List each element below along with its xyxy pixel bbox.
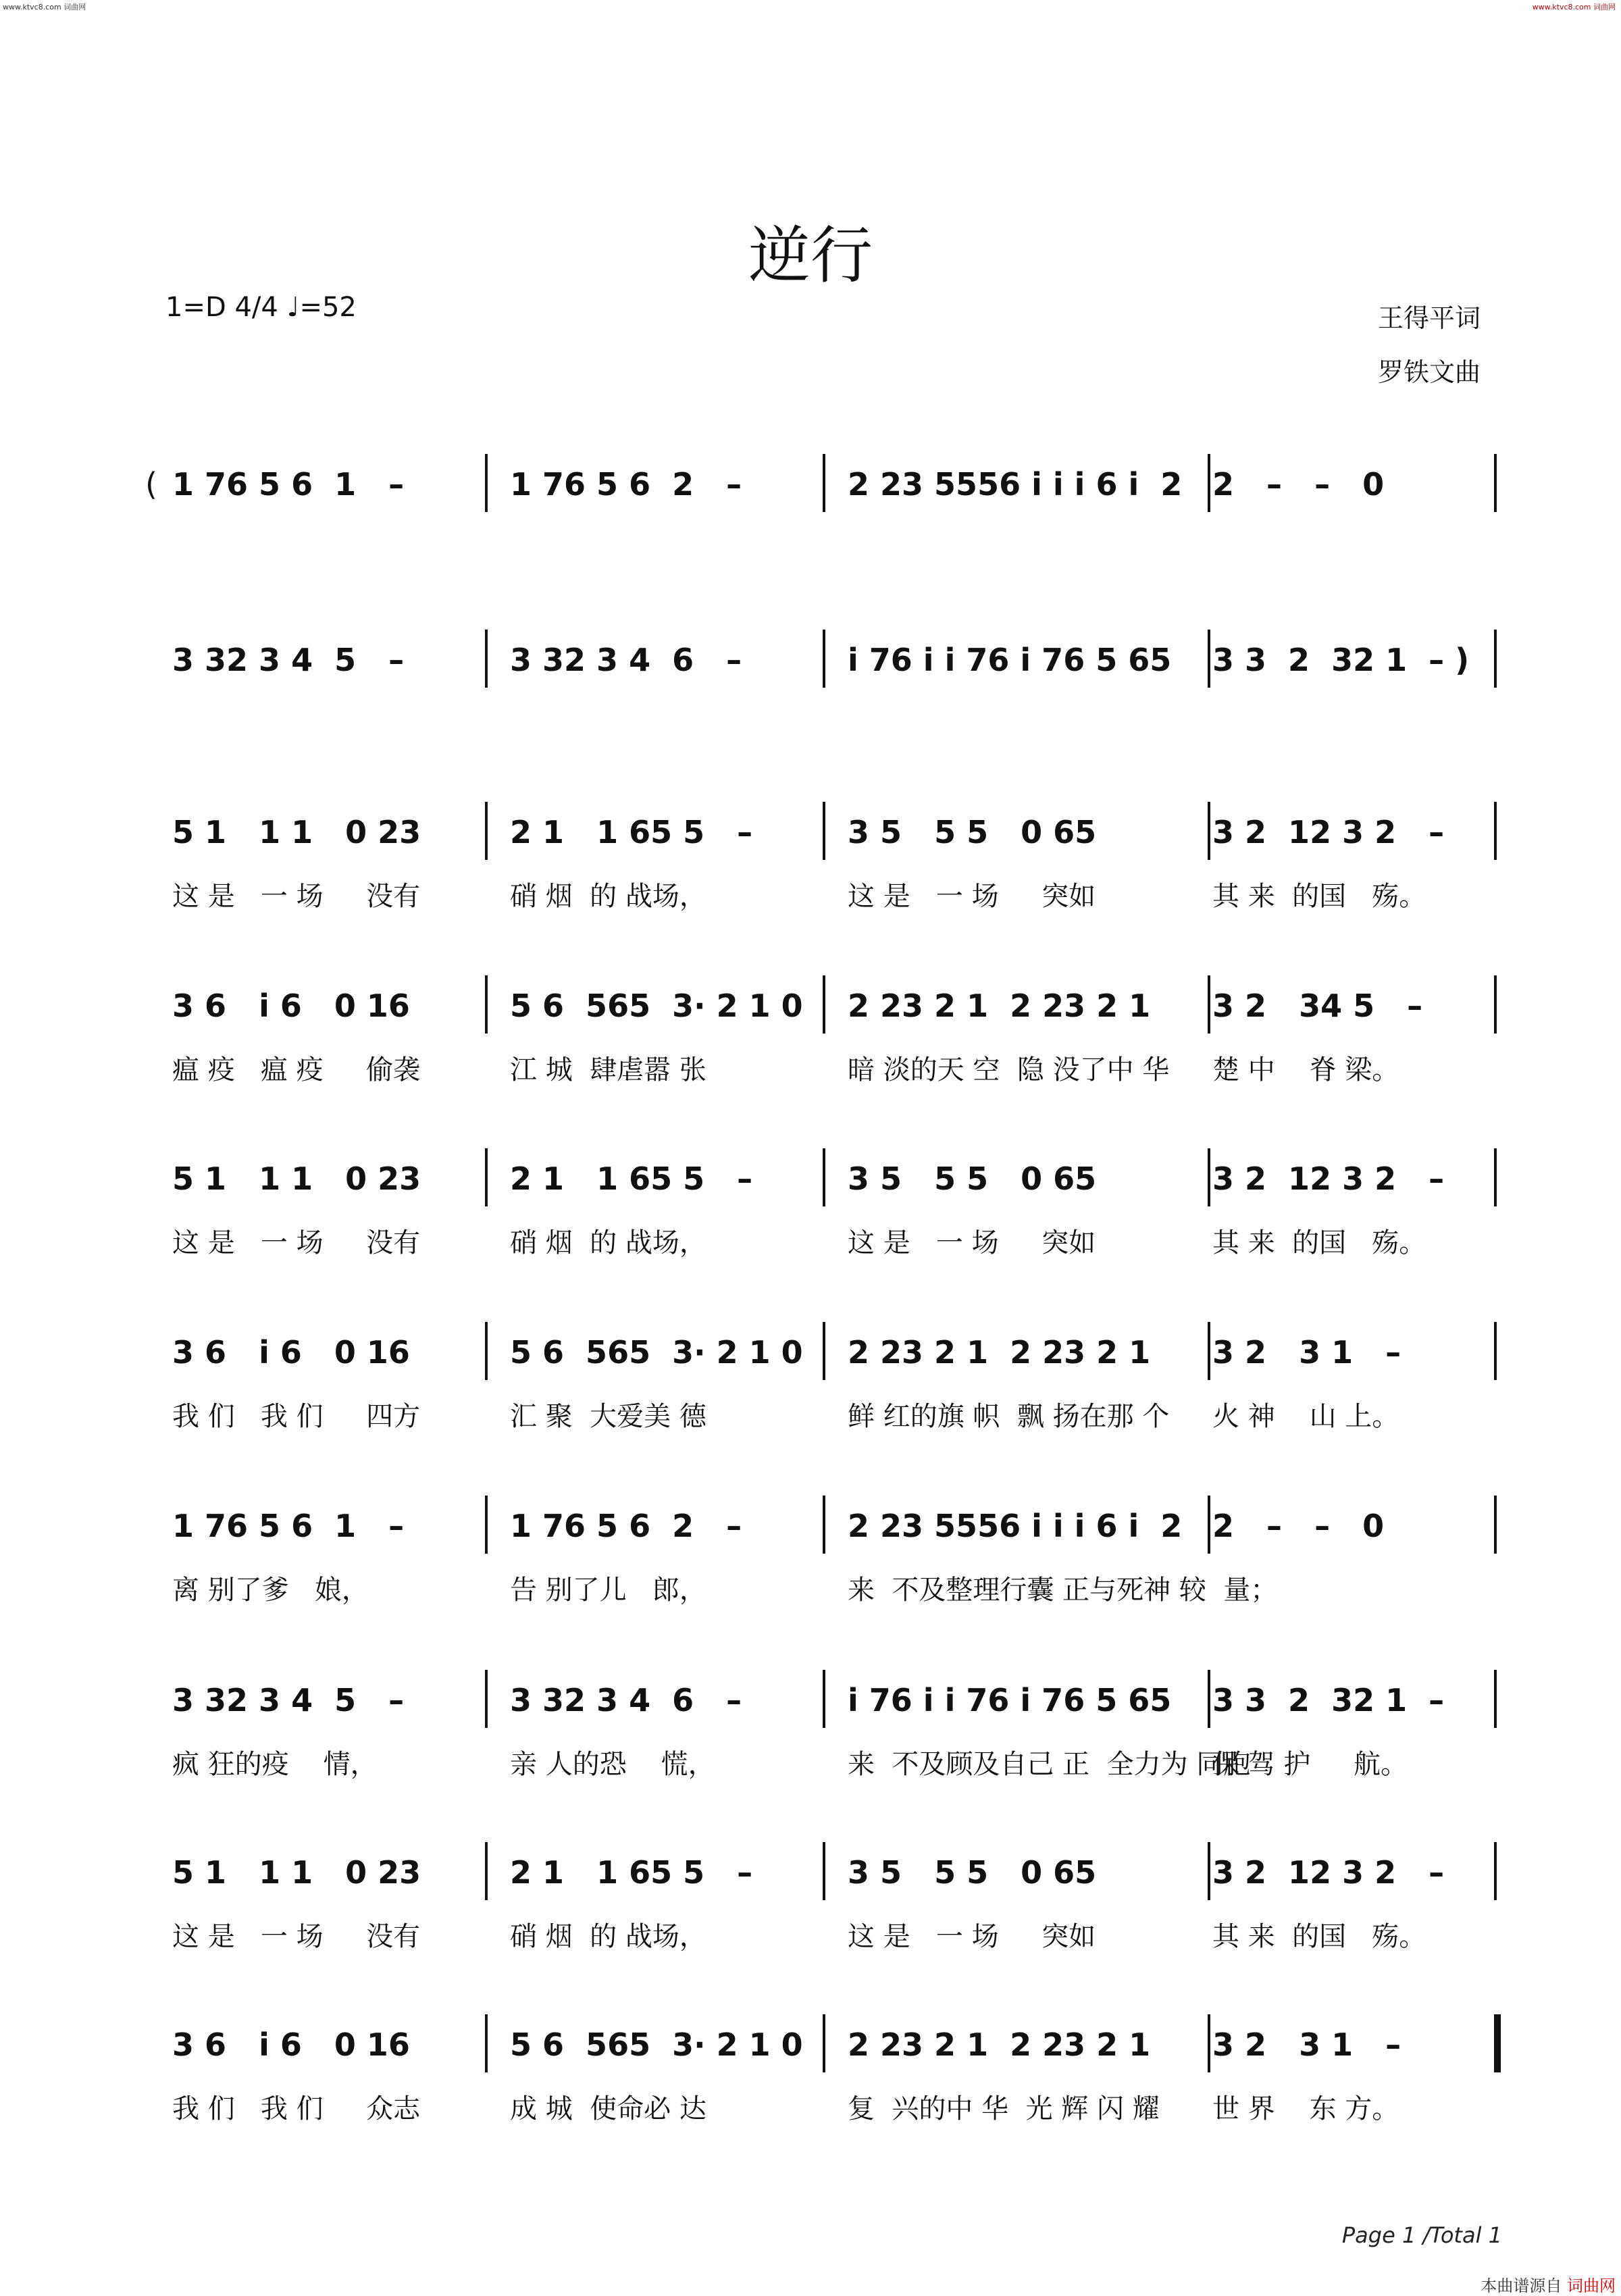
measure-lyrics: 亲 人的恐 慌， (510, 1749, 715, 1780)
bar-line (485, 630, 488, 688)
measure-notes: 1 76 5 6 1 – (172, 466, 405, 503)
measure-lyrics: 这 是 一 场 没有 (172, 1227, 421, 1258)
measure-notes: 5 6 565 3· 2 1 0 (510, 988, 803, 1024)
measure-lyrics: 这 是 一 场 没有 (172, 1921, 421, 1952)
bar-line (485, 1496, 488, 1554)
bar-line (823, 1842, 825, 1900)
measure-notes: 3 3 2 32 1 – (1212, 1682, 1445, 1718)
bar-line (1208, 1322, 1210, 1380)
measure-lyrics: 这 是 一 场 没有 (172, 881, 421, 912)
measure-notes: 3 32 3 4 5 – (172, 642, 405, 678)
measure-notes: 3 5 5 5 0 65 (848, 1160, 1097, 1197)
measure-lyrics: 楚 中 脊 梁。 (1212, 1054, 1399, 1086)
measure-lyrics: 其 来 的国 殇。 (1212, 1921, 1426, 1952)
measure-notes: 3 6 i 6 0 16 (172, 1334, 410, 1371)
measure-lyrics: 硝 烟 的 战场， (510, 1921, 706, 1952)
bar-line (1208, 802, 1210, 860)
measure-notes: 2 1 1 65 5 – (510, 814, 753, 850)
bar-line (823, 802, 825, 860)
bar-line (1208, 1496, 1210, 1554)
measure-lyrics: 离 别了爹 娘， (172, 1575, 369, 1606)
bar-line (823, 630, 825, 688)
bar-line (1494, 630, 1497, 688)
measure-lyrics: 其 来 的国 殇。 (1212, 1227, 1426, 1258)
bar-line (823, 1148, 825, 1206)
bar-line (1494, 454, 1497, 512)
measure-notes: 2 23 2 1 2 23 2 1 (848, 2026, 1151, 2063)
measure-notes: 5 1 1 1 0 23 (172, 1160, 421, 1197)
bar-line (1494, 2014, 1501, 2072)
measure-notes: 3 6 i 6 0 16 (172, 988, 410, 1024)
measure-notes: 2 23 5556 i i i 6 i 2 (848, 466, 1183, 503)
bar-line (823, 454, 825, 512)
measure-lyrics: 我 们 我 们 众志 (172, 2093, 421, 2124)
measure-lyrics: 来 不及整理行囊 正与死神 较 量； (848, 1575, 1278, 1606)
open-parenthesis: ( (145, 466, 157, 503)
bar-line (485, 1148, 488, 1206)
bar-line (823, 1496, 825, 1554)
measure-lyrics: 鲜 红的旗 帜 飘 扬在那 个 (848, 1401, 1170, 1432)
measure-notes: 3 5 5 5 0 65 (848, 814, 1097, 850)
key-signature-tempo: 1=D 4/4 ♩=52 (165, 292, 357, 323)
measure-notes: 5 1 1 1 0 23 (172, 814, 421, 850)
bar-line (485, 1322, 488, 1380)
measure-notes: 3 32 3 4 6 – (510, 642, 742, 678)
header-watermark-left: www.ktvc8.com 词曲网 (3, 3, 86, 11)
measure-lyrics: 复 兴的中 华 光 辉 闪 耀 (848, 2093, 1160, 2124)
measure-lyrics: 火 神 山 上。 (1212, 1401, 1399, 1432)
measure-notes: 3 2 3 1 – (1212, 2026, 1401, 2063)
measure-lyrics: 其 来 的国 殇。 (1212, 881, 1426, 912)
lyricist: 王得平词 (1378, 303, 1481, 333)
bar-line (823, 2014, 825, 2072)
measure-notes: 3 6 i 6 0 16 (172, 2026, 410, 2063)
footer-source (1481, 2272, 1616, 2296)
measure-lyrics: 暗 淡的天 空 隐 没了中 华 (848, 1054, 1170, 1086)
measure-notes: 3 32 3 4 5 – (172, 1682, 405, 1718)
bar-line (1208, 454, 1210, 512)
bar-line (823, 975, 825, 1034)
bar-line (1208, 1670, 1210, 1728)
measure-notes: 2 – – 0 (1212, 466, 1385, 503)
measure-notes: 3 2 12 3 2 – (1212, 1160, 1445, 1197)
measure-notes: 2 23 5556 i i i 6 i 2 (848, 1508, 1183, 1544)
measure-notes: 2 1 1 65 5 – (510, 1854, 753, 1891)
header-watermark-right (1533, 1, 1616, 12)
measure-notes: 1 76 5 6 1 – (172, 1508, 405, 1544)
bar-line (1494, 802, 1497, 860)
header-brand: www.ktvc8.com 词曲网 (1532, 3, 1616, 11)
measure-lyrics: 江 城 肆虐嚣 张 (510, 1054, 706, 1086)
measure-lyrics: 瘟 疫 瘟 疫 偷袭 (172, 1054, 421, 1086)
bar-line (1494, 1670, 1497, 1728)
measure-notes: 2 1 1 65 5 – (510, 1160, 753, 1197)
bar-line (1208, 1148, 1210, 1206)
measure-lyrics: 硝 烟 的 战场， (510, 1227, 706, 1258)
measure-lyrics: 我 们 我 们 四方 (172, 1401, 421, 1432)
bar-line (485, 975, 488, 1034)
measure-lyrics: 这 是 一 场 突如 (848, 881, 1096, 912)
bar-line (823, 1322, 825, 1380)
composer: 罗铁文曲 (1378, 357, 1481, 387)
bar-line (485, 1670, 488, 1728)
page-title: 逆行 (748, 220, 873, 292)
footer-text: 本曲谱源自 (1481, 2276, 1562, 2295)
bar-line (1208, 630, 1210, 688)
bar-line (823, 1670, 825, 1728)
measure-lyrics: 保 驾 护 航。 (1212, 1749, 1408, 1780)
bar-line (485, 2014, 488, 2072)
measure-lyrics: 汇 聚 大爱美 德 (510, 1401, 706, 1432)
measure-notes: 3 2 34 5 – (1212, 988, 1423, 1024)
measure-lyrics: 硝 烟 的 战场， (510, 881, 706, 912)
measure-notes: 3 5 5 5 0 65 (848, 1854, 1097, 1891)
bar-line (1494, 1148, 1497, 1206)
page-info: Page 1 /Total 1 (1341, 2222, 1502, 2248)
measure-notes: i 76 i i 76 i 76 5 65 (848, 1682, 1172, 1718)
bar-line (1494, 1842, 1497, 1900)
bar-line (1494, 975, 1497, 1034)
bar-line (1494, 1496, 1497, 1554)
measure-notes: 5 6 565 3· 2 1 0 (510, 1334, 803, 1371)
measure-notes: 5 1 1 1 0 23 (172, 1854, 421, 1891)
measure-lyrics: 告 别了儿 郎， (510, 1575, 706, 1606)
footer-brand: 词曲网 (1567, 2276, 1616, 2295)
bar-line (1494, 1322, 1497, 1380)
measure-notes: 3 32 3 4 6 – (510, 1682, 742, 1718)
measure-notes: 3 2 3 1 – (1212, 1334, 1401, 1371)
measure-notes: 3 3 2 32 1 – ) (1212, 642, 1470, 678)
measure-notes: 3 2 12 3 2 – (1212, 1854, 1445, 1891)
measure-lyrics: 成 城 使命必 达 (510, 2093, 706, 2124)
measure-notes: i 76 i i 76 i 76 5 65 (848, 642, 1172, 678)
measure-notes: 1 76 5 6 2 – (510, 466, 742, 503)
measure-lyrics: 来 不及顾及自己 正 全力为 同胞 (848, 1749, 1251, 1780)
measure-notes: 2 – – 0 (1212, 1508, 1385, 1544)
measure-lyrics: 疯 狂的疫 情， (172, 1749, 378, 1780)
measure-lyrics: 这 是 一 场 突如 (848, 1227, 1096, 1258)
measure-lyrics: 世 界 东 方。 (1212, 2093, 1399, 2124)
bar-line (485, 1842, 488, 1900)
measure-notes: 2 23 2 1 2 23 2 1 (848, 1334, 1151, 1371)
bar-line (485, 454, 488, 512)
bar-line (1208, 2014, 1210, 2072)
measure-notes: 5 6 565 3· 2 1 0 (510, 2026, 803, 2063)
measure-notes: 3 2 12 3 2 – (1212, 814, 1445, 850)
measure-notes: 2 23 2 1 2 23 2 1 (848, 988, 1151, 1024)
bar-line (1208, 1842, 1210, 1900)
bar-line (1208, 975, 1210, 1034)
measure-notes: 1 76 5 6 2 – (510, 1508, 742, 1544)
measure-lyrics: 这 是 一 场 突如 (848, 1921, 1096, 1952)
bar-line (485, 802, 488, 860)
